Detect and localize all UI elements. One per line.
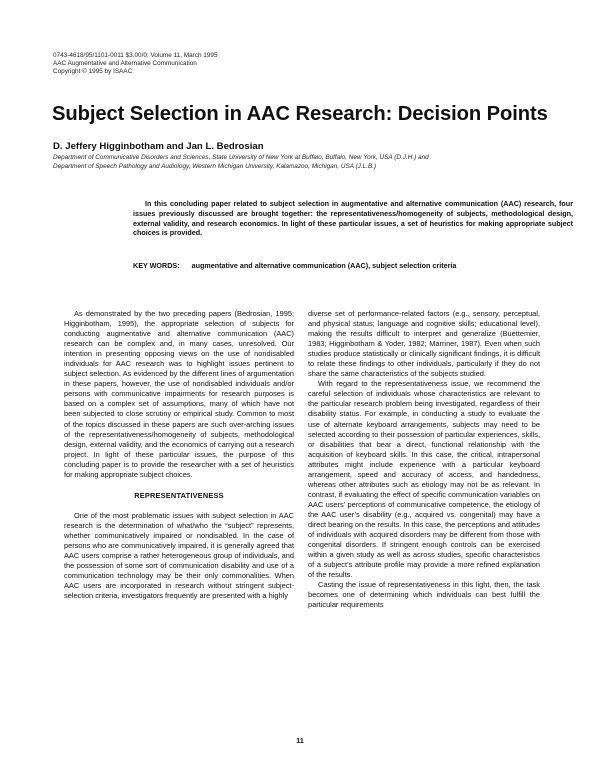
keywords <box>133 261 456 271</box>
abstract: In this concluding paper related to subject selection in augmentative and alternative communication (AAC) research, four issues previously discussed are brought together: the representativeness/homogeneity of subjects, methodological design, external validity, and research economics. In light of these particular issues, a set of heuristics for making appropriate subject choices is provided. <box>133 199 573 238</box>
author-line: D. Jeffery Higginbotham and Jan L. Bedrosian <box>53 141 264 152</box>
affiliation-2: Department of Speech Pathology and Audiology, Western Michigan University, Kalamazoo, Michigan, USA (J.L.B.) <box>53 162 377 170</box>
affiliations <box>53 154 553 171</box>
body-paragraph: One of the most problematic issues with subject selection in AAC research is the determination of what/who the “subject” represents, whether communicatively impaired or nondisabled. In the case of persons who are communicatively impaired, it is generally agreed that AAC users comprise a rather heterogeneous group of individuals, and the possession of some sort of communication disability and use of a communication technology may be their only commonalities. When AAC users are incorporated in research without stringent subject-selection criteria, investigators frequently are presented with a highly <box>64 510 294 601</box>
body-paragraph: diverse set of performance-related factors (e.g., sensory, perceptual, and physical status; language and cognitive skills; educational level), making the results difficult to interpret and generalize (Buettemier, 1983; Higginbotham & Yoder, 1982; Marriner, 1987). Even when such studies produce statistically or clinically significant findings, it is difficult to relate these findings to other individuals, particularly if they do not share the same characteristics of the subjects studied. <box>308 309 540 379</box>
section-heading: REPRESENTATIVENESS <box>134 490 224 500</box>
citation-line: 0743-4618/95/1101-0011 $3.00/0; Volume 11, March 1995 <box>53 52 218 59</box>
left-column <box>64 309 294 601</box>
body-paragraph: Casting the issue of representativeness in this light, then, the task becomes one of determining which individuals can best fulfill the particular requirements <box>308 580 540 610</box>
keywords-text: augmentative and alternative communication (AAC), subject selection criteria <box>191 261 457 270</box>
keywords-label: KEY WORDS: <box>133 261 180 270</box>
body-paragraph: As demonstrated by the two preceding papers (Bedrosian, 1995; Higginbotham, 1995), the appropriate selection of subjects for conducting augmentative and alternative communication (AAC) research can be complex and, in many cases, unresolved. Our intention in presenting opposing views on the use of nondisabled individuals for AAC research was to highlight issues pertinent to subject selection. As evidenced by the different lines of argumentation in these papers, however, the use of nondisabled individuals and/or persons with communicative impairments for research purposes is based on a complex set of assumptions, many of which have not been subjected to close scrutiny or empirical study. Common to most of the topics discussed in these papers are such over-arching issues of the representativeness/homogeneity of subjects, methodological design, external validity, and the economics of carrying out a research project. In light of these particular issues, the purpose of this concluding paper is to provide the researcher with a set of heuristics for making appropriate subject choices. <box>64 309 294 479</box>
affiliation-1: Department of Communicative Disorders and Sciences, State University of New York at Buffalo, Buffalo, New York, USA (D.J.H.) and <box>53 154 429 161</box>
journal-header <box>53 52 218 76</box>
page-number: 11 <box>296 736 304 745</box>
body-paragraph: With regard to the representativeness issue, we recommend the careful selection of individuals whose characteristics are relevant to the particular research problem being investigated, regardless of their disability status. For example, in conducting a study to evaluate the use of alternate keyboard arrangements, subjects may need to be selected according to their possession of particular experiences, skills, or disabilities that bear a direct, functional relationship with the acquisition of keyboard skills. In this case, the critical, intrapersonal attributes might include experience with a particular keyboard arrangement, speed and accuracy of access, and handedness, whereas other attributes such as etiology may not be as relevant. In contrast, if evaluating the effect of specific communication variables on AAC users’ perceptions of communicative competence, the etiology of the AAC user’s disability (e.g., acquired vs. congenital) may have a direct bearing on the results. In this case, the perceptions and attitudes of individuals with acquired disorders may be different from those with congenital disorders. If stringent enough controls can be exercised within a given study as well as across studies, specific characteristics of a subject’s attribute profile may provide a more refined explanation of the results. <box>308 379 540 580</box>
journal-name: AAC Augmentative and Alternative Communication <box>53 60 197 67</box>
paper-title: Subject Selection in AAC Research: Decision Points <box>52 103 548 125</box>
right-column <box>308 309 540 610</box>
copyright-line: Copyright © 1995 by ISAAC <box>53 68 133 75</box>
